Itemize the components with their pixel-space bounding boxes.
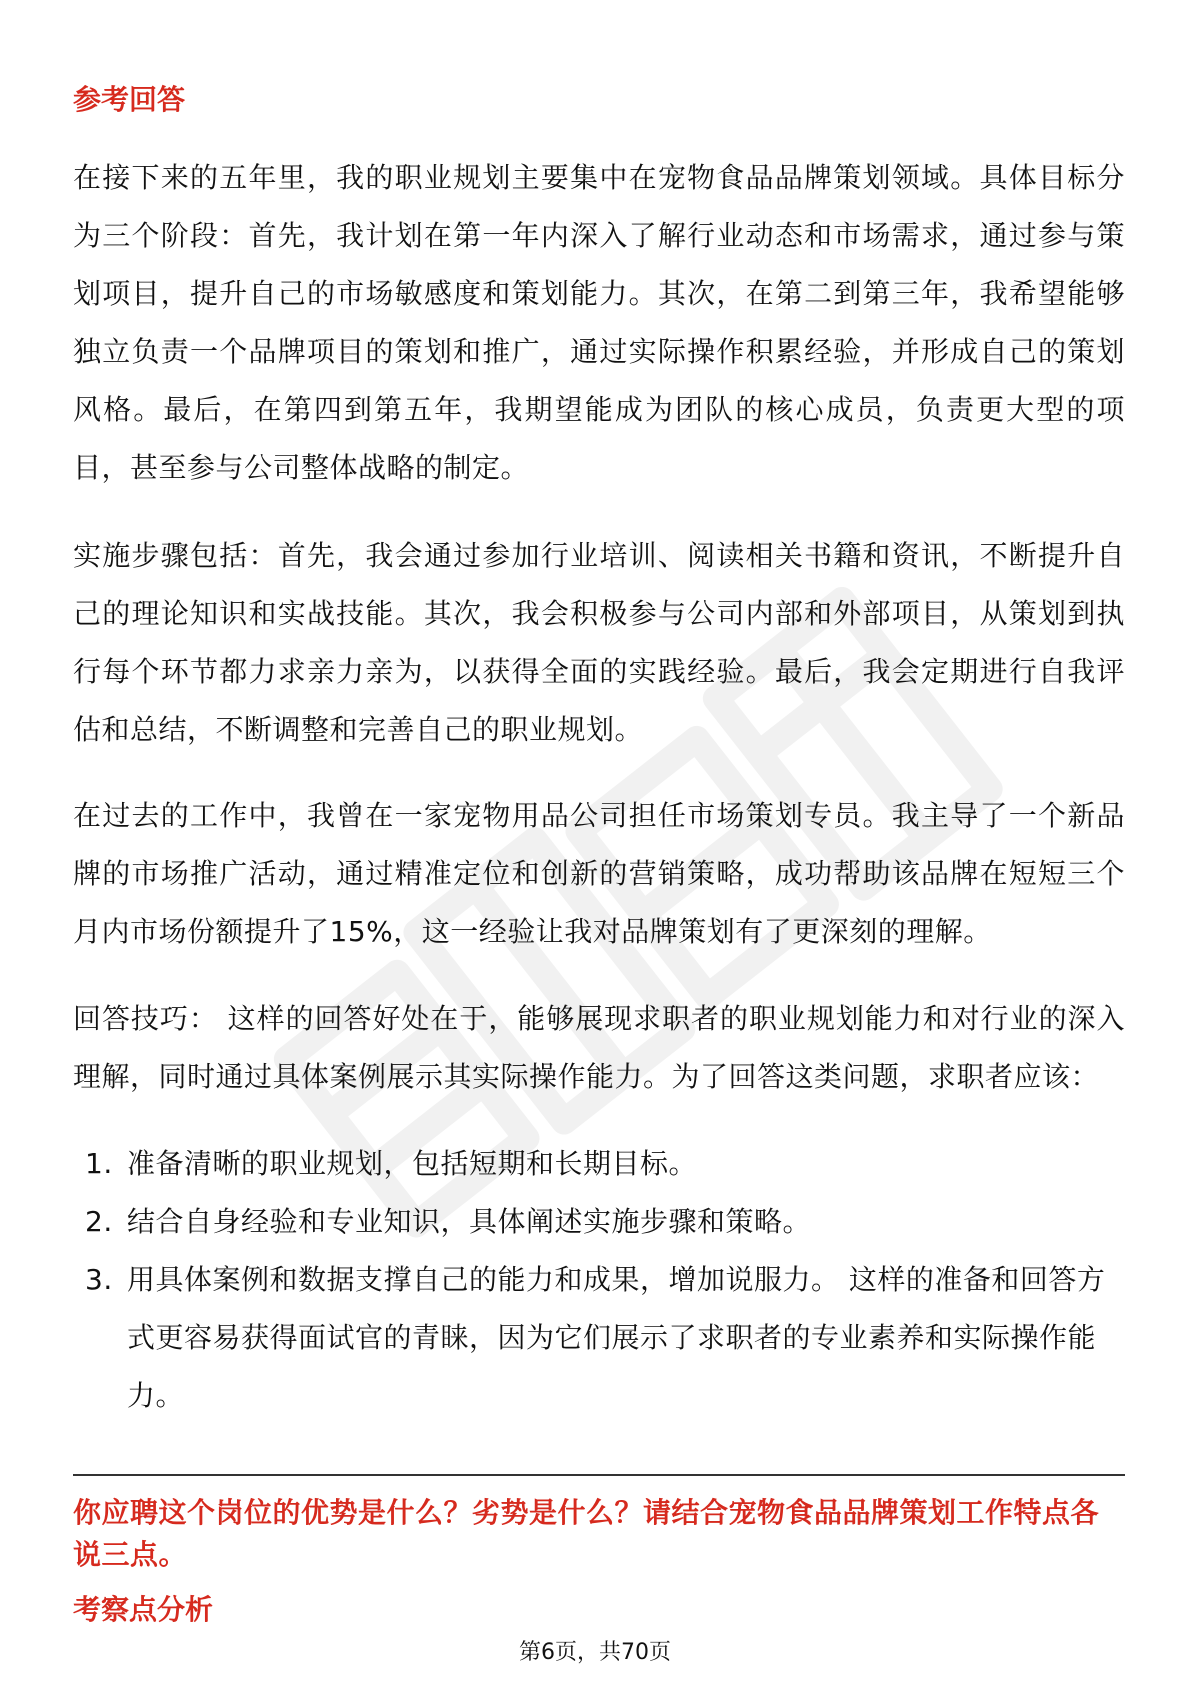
tips-list bbox=[85, 1135, 1125, 1425]
list-item-text: 结合自身经验和专业知识，具体阐述实施步骤和策略。 bbox=[127, 1205, 812, 1238]
page-number: 第6页，共70页 bbox=[519, 1640, 671, 1665]
list-item-text: 用具体案例和数据支撑自己的能力和成果，增加说服力。 这样的准备和回答方式更容易获得面试官的青睐，因为它们展示了求职者的专业素养和实际操作能力。 bbox=[127, 1263, 1106, 1412]
list-item bbox=[85, 1193, 1125, 1251]
analysis-heading: 考察点分析 bbox=[73, 1593, 214, 1626]
section-divider bbox=[73, 1474, 1125, 1476]
list-item bbox=[85, 1135, 1125, 1193]
list-item-text: 准备清晰的职业规划，包括短期和长期目标。 bbox=[127, 1147, 698, 1180]
answer-paragraph-1: 在接下来的五年里，我的职业规划主要集中在宠物食品品牌策划领域。具体目标分为三个阶段：首先，我计划在第一年内深入了解行业动态和市场需求，通过参与策划项目，提升自己的市场敏感度和策划能力。其次，在第二到第三年，我希望能够独立负责一个品牌项目的策划和推广，通过实际操作积累经验，并形成自己的策划风格。最后，在第四到第五年，我期望能成为团队的核心成员，负责更大型的项目，甚至参与公司整体战略的制定。 bbox=[73, 161, 1125, 484]
next-question: 你应聘这个岗位的优势是什么？劣势是什么？请结合宠物食品品牌策划工作特点各说三点。 bbox=[73, 1496, 1100, 1571]
answer-paragraph-2: 实施步骤包括：首先，我会通过参加行业培训、阅读相关书籍和资讯，不断提升自己的理论知识和实战技能。其次，我会积极参与公司内部和外部项目，从策划到执行每个环节都力求亲力亲为，以获得全面的实践经验。最后，我会定期进行自我评估和总结，不断调整和完善自己的职业规划。 bbox=[73, 539, 1125, 746]
list-item-number: 3. bbox=[85, 1263, 113, 1296]
answer-paragraph-3: 在过去的工作中，我曾在一家宠物用品公司担任市场策划专员。我主导了一个新品牌的市场推广活动，通过精准定位和创新的营销策略，成功帮助该品牌在短短三个月内市场份额提升了15%，这一经验让我对品牌策划有了更深刻的理解。 bbox=[73, 799, 1125, 948]
answer-heading: 参考回答 bbox=[73, 83, 186, 116]
list-item-number: 2. bbox=[85, 1205, 113, 1238]
list-item-number: 1. bbox=[85, 1147, 113, 1180]
answer-tips-intro: 回答技巧： 这样的回答好处在于，能够展现求职者的职业规划能力和对行业的深入理解，同时通过具体案例展示其实际操作能力。为了回答这类问题，求职者应该： bbox=[73, 1002, 1125, 1093]
list-item bbox=[85, 1251, 1125, 1425]
